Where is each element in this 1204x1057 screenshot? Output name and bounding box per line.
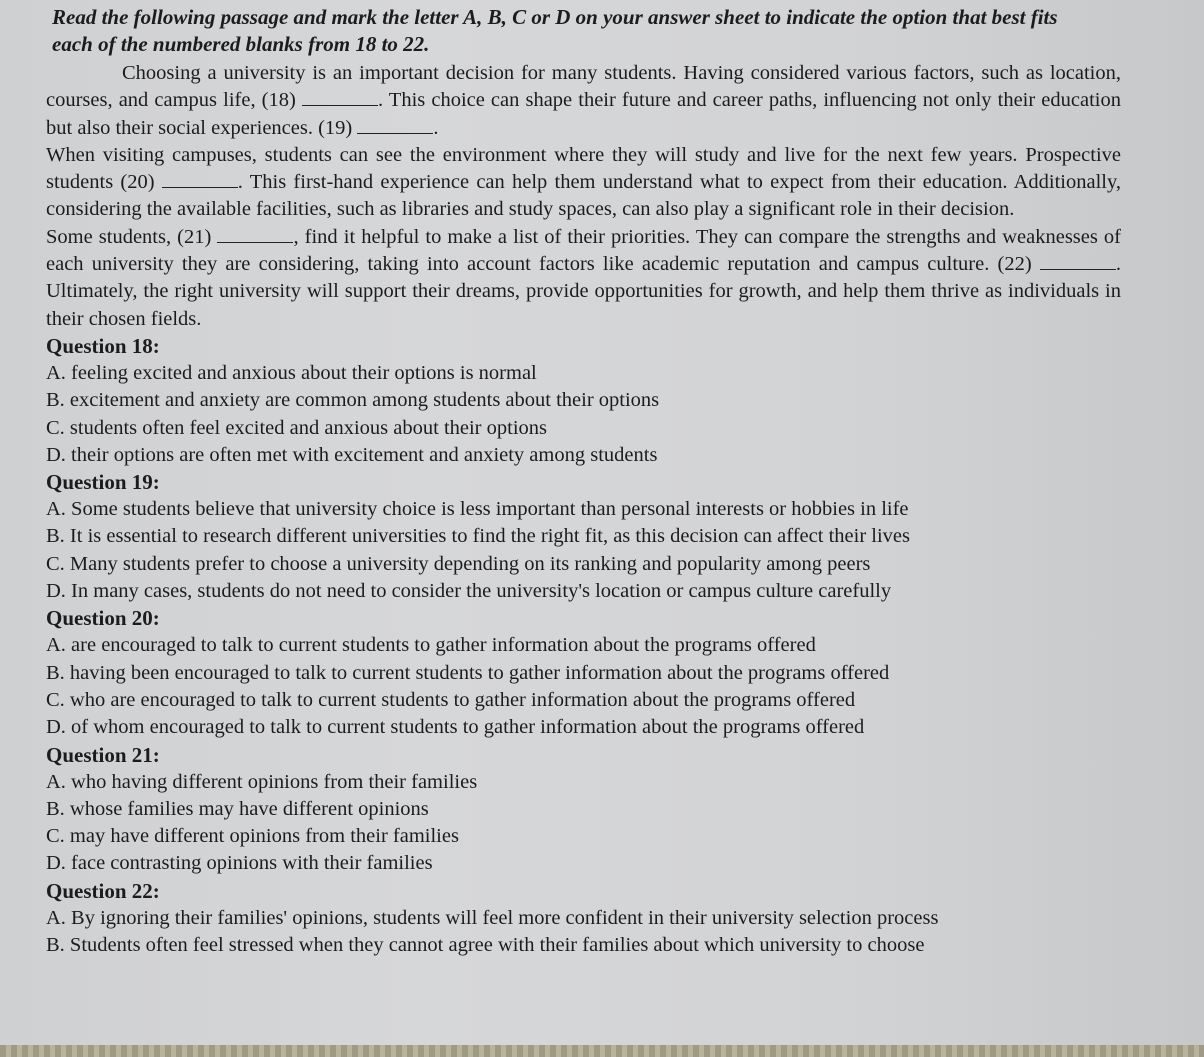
question-title: Question 22: (46, 878, 160, 903)
passage-paragraph-2: When visiting campuses, students can see the environment where they will study and live for the next few years. Prospective students (20) . This first-hand experience can help them understand what to expect from their education. Additionally, considering the available facilities, such as libraries and study spaces, can also play a significant role in their decision. (46, 143, 1121, 221)
option-c: C. Many students prefer to choose a university depending on its ranking and popularity among peers (46, 552, 871, 575)
option-d: D. In many cases, students do not need to consider the university's location or campus culture carefully (46, 580, 892, 603)
passage-paragraph-1: Choosing a university is an important decision for many students. Having considered various factors, such as location, courses, and campus life, (18) . This choice can shape their future and career paths, influencing not only their education but also their social experiences. (19) . (46, 62, 1121, 139)
passage-paragraph-3: Some students, (21) , find it helpful to make a list of their priorities. They can compare the strengths and weaknesses of each university they are considering, taking into account factors like academic reputation and campus culture. (22) . Ultimately, the right university will support their dreams, provide opportunities for growth, and help them thrive as individuals in their chosen fields. (46, 225, 1122, 330)
question-title: Question 21: (46, 742, 160, 767)
option-b: B. excitement and anxiety are common among students about their options (46, 389, 660, 412)
question-18 (46, 333, 1194, 469)
blank-22 (1040, 251, 1116, 270)
question-title: Question 18: (46, 333, 160, 358)
blank-21 (217, 224, 293, 243)
blank-20 (162, 169, 238, 188)
option-a: A. are encouraged to talk to current students to gather information about the programs offered (46, 634, 816, 657)
option-a: A. Some students believe that university choice is less important than personal interests or hobbies in life (46, 498, 909, 521)
option-a: A. feeling excited and anxious about their options is normal (46, 361, 537, 384)
option-c: C. who are encouraged to talk to current students to gather information about the programs offered (46, 688, 856, 711)
instruction-text: Read the following passage and mark the letter A, B, C or D on your answer sheet to indicate the option that best fits each of the numbered blanks from 18 to 22. (52, 5, 1058, 56)
option-b: B. having been encouraged to talk to current students to gather information about the programs offered (46, 661, 890, 684)
blank-18 (302, 87, 378, 106)
question-title: Question 20: (46, 606, 160, 631)
option-b: B. Students often feel stressed when they cannot agree with their families about which university to choose (46, 934, 925, 957)
question-21 (46, 742, 1194, 878)
option-b: B. whose families may have different opinions (46, 797, 429, 820)
option-c: C. may have different opinions from their families (46, 825, 459, 848)
option-c: C. students often feel excited and anxious about their options (46, 416, 547, 439)
question-title: Question 19: (46, 470, 160, 495)
option-a: A. who having different opinions from their families (46, 770, 478, 793)
option-a: A. By ignoring their families' opinions, students will feel more confident in their university selection process (46, 906, 939, 929)
option-d: D. face contrasting opinions with their families (46, 852, 433, 875)
question-19 (46, 469, 1194, 605)
question-20 (46, 605, 1194, 741)
option-d: D. their options are often met with excitement and anxiety among students (46, 443, 658, 466)
reading-passage (46, 60, 1121, 333)
option-b: B. It is essential to research different universities to find the right fit, as this decision can affect their lives (46, 525, 910, 548)
question-22 (46, 878, 1194, 960)
blank-19 (357, 115, 433, 134)
table-edge (0, 1045, 1204, 1057)
option-d: D. of whom encouraged to talk to current students to gather information about the programs offered (46, 716, 865, 739)
